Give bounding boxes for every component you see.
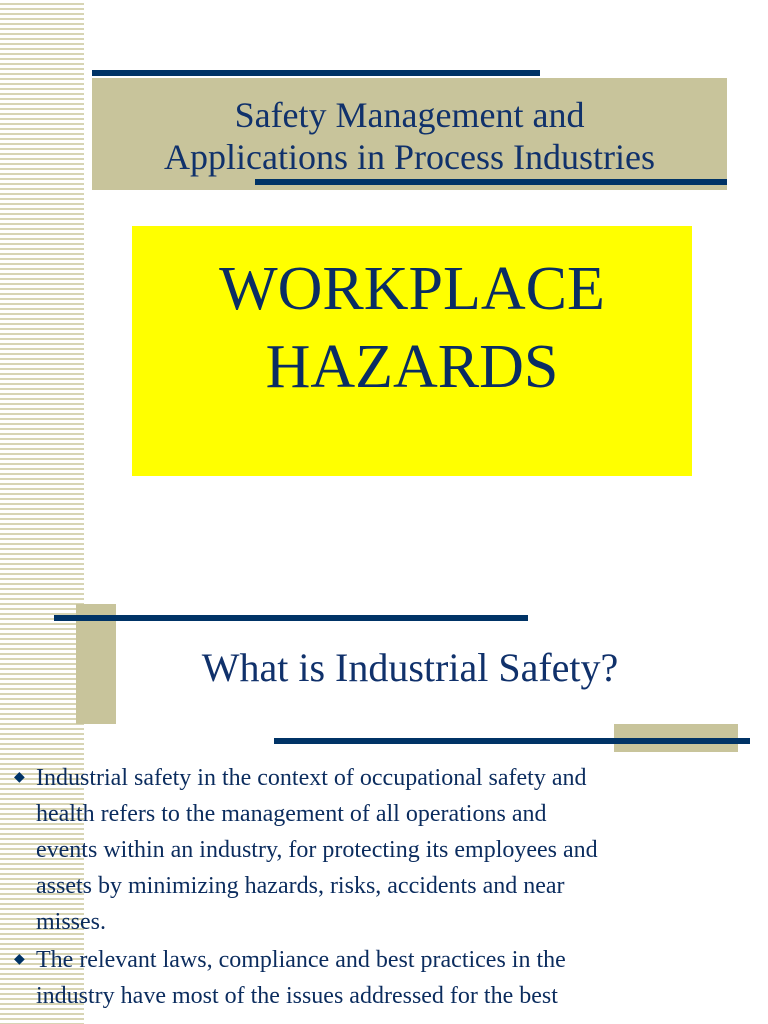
title-top-bar: [92, 70, 540, 76]
title-line-2: Applications in Process Industries: [164, 137, 655, 177]
diamond-bullet-icon: ◆: [14, 770, 25, 785]
bullet-item: [14, 942, 764, 1014]
title-line-1: Safety Management and: [234, 95, 585, 135]
bullet-list: [14, 760, 764, 1016]
title-box: [92, 78, 727, 190]
slide-title-2: What is Industrial Safety?: [201, 645, 619, 690]
slide-title: [92, 94, 727, 178]
bullet-line: Industrial safety in the context of occupational safety and: [36, 765, 587, 791]
heading-box: [132, 226, 692, 476]
heading-line-2: HAZARDS: [265, 333, 559, 401]
bullet-line: industry have most of the issues addressed for the best: [36, 983, 558, 1009]
diamond-bullet-icon: ◆: [14, 952, 25, 967]
heading-line-1: WORKPLACE: [219, 255, 605, 323]
slide-heading: [132, 250, 692, 406]
bullet-line: events within an industry, for protecting its employees and: [36, 837, 598, 863]
bullet-line: misses.: [36, 909, 107, 935]
bullet-line: assets by minimizing hazards, risks, accidents and near: [36, 873, 565, 899]
accent-top-bar: [54, 615, 528, 621]
title-bottom-bar: [255, 179, 727, 185]
bullet-item: [14, 760, 764, 940]
accent-bottom-bar: [274, 738, 750, 744]
bullet-line: The relevant laws, compliance and best practices in the: [36, 947, 566, 973]
bullet-line: health refers to the management of all operations and: [36, 801, 547, 827]
